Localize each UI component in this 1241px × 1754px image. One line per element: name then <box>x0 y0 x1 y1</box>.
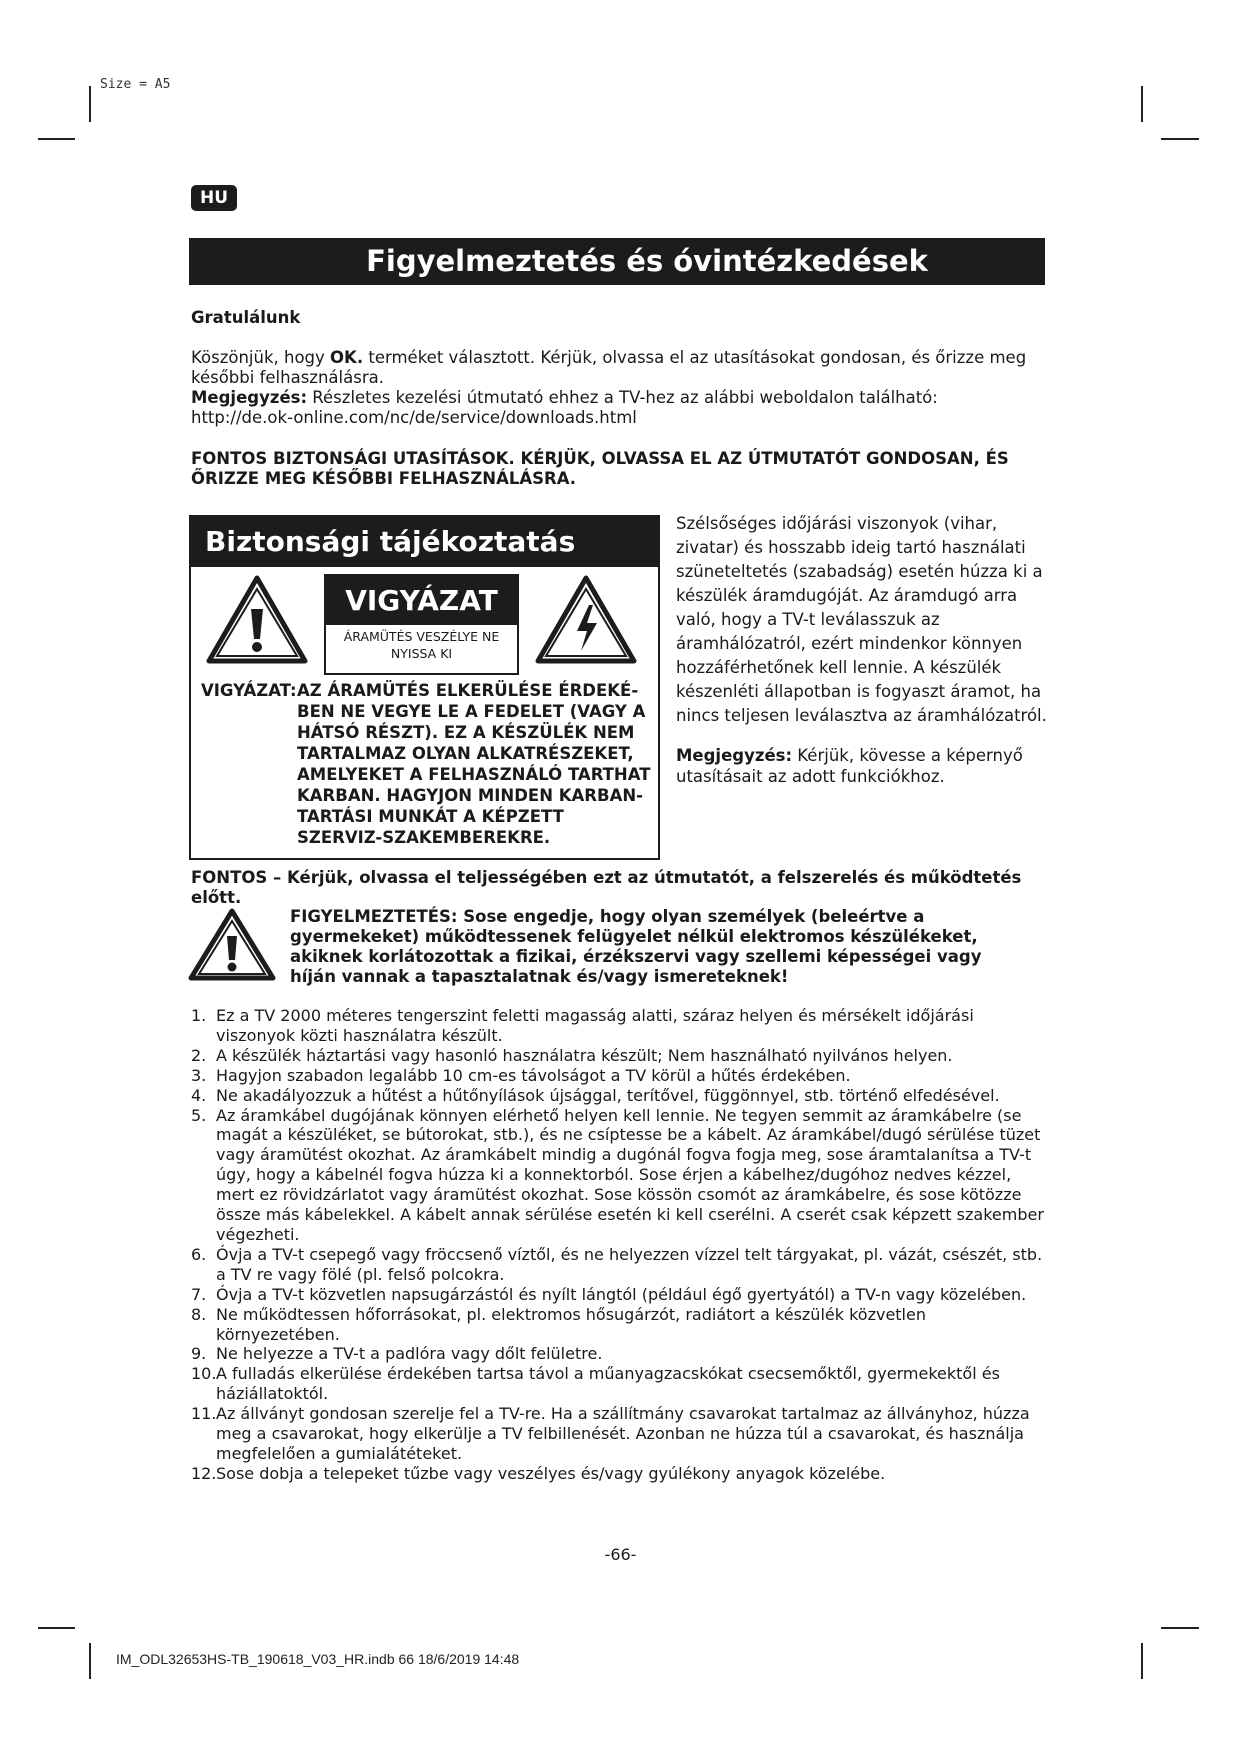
print-footer: IM_ODL32653HS-TB_190618_V03_HR.indb 66 18/6/2019 14:48 <box>116 1651 520 1667</box>
list-item: 5. Az áramkábel dugójának könnyen elérhető helyen kell lennie. Ne tegyen semmit az áramkábelre (se magát a készüléket, se bútorokat, stb.), és ne csíptesse be a kábelt. Az áramkábel/dugó sérülése tüzet vagy áramütést okozhat. Az áramkábelt mindig a dugónál fogva fogja meg, sose áramtalanítsa a TV-t úgy, hogy a kábelnél fogva húzza ki a konnektorból. Sose érjen a kábelhez/dugóhoz nedves kézzel, mert ez rövidzárlatot vagy áramütést okozhat. Sose kössön csomót az áramkábelre, és sose kötözze össze más kábelekkel. A kábelt annak sérülése esetén ki kell cserélni. A cserét csak képzett szakember végezheti. <box>191 1105 1044 1244</box>
note-text: Részletes kezelési útmutató ehhez a TV-hez az alábbi weboldalon található: <box>307 388 938 407</box>
list-item: 7. Óvja a TV-t közvetlen napsugárzástól és nyílt lángtól (például égő gyertyától) a TV-n vagy közelében. <box>191 1284 1027 1304</box>
crop-mark-bottom-left-vertical <box>89 1643 91 1679</box>
caution-subtitle: ÁRAMÜTÉS VESZÉLYE NE NYISSA KI <box>343 629 500 661</box>
list-item: 9. Ne helyezze a TV-t a padlóra vagy dőlt felületre. <box>191 1344 603 1364</box>
lightning-triangle-icon <box>533 573 639 668</box>
list-item: 3. Hagyjon szabadon legalább 10 cm-es távolságot a TV körül a hűtés érdekében. <box>191 1065 851 1085</box>
read-fully-notice: FONTOS – Kérjük, olvassa el teljességében ezt az útmutatót, a felszerelés és működtetés előtt. <box>191 868 1022 907</box>
list-item: 2. A készülék háztartási vagy hasonló használatra készült; Nem használható nyilvános helyen. <box>191 1045 953 1065</box>
crop-mark-top-left-horizontal <box>38 138 75 140</box>
thanks-pre: Köszönjük, hogy <box>191 348 331 367</box>
crop-mark-top-left-vertical <box>89 86 91 122</box>
crop-mark-bottom-right-horizontal <box>1161 1627 1199 1629</box>
crop-mark-top-right-horizontal <box>1161 138 1199 140</box>
intro-paragraph <box>191 348 1031 428</box>
warning-triangle-icon <box>187 907 277 983</box>
crop-mark-bottom-left-horizontal <box>38 1627 75 1629</box>
weather-unplug-text: Szélsőséges időjárási viszonyok (vihar, zivatar) és hosszabb ideig tartó használati szüneteltetés (szabadság) esetén húzza ki a készülék áramdugóját. Az áramdugó arra való, hogy a TV-t leválasszuk az áramhálózatról, ezért mindenkor könnyen hozzáférhetőnek kell lennie. A készülék készenléti állapotban is fogyaszt áramot, ha nincs teljesen leválasztva az áramhálózatról. <box>676 514 1047 725</box>
crop-mark-bottom-right-vertical <box>1141 1643 1143 1679</box>
right-column-note <box>676 745 1051 787</box>
safety-instructions-list <box>191 1006 1051 1484</box>
warning-triangle-icon <box>204 573 310 668</box>
manual-url[interactable]: http://de.ok-online.com/nc/de/service/downloads.html <box>191 408 637 427</box>
crop-mark-top-right-vertical <box>1141 86 1143 122</box>
right-note-text: Kérjük, kövesse a képernyő utasításait az adott funkciókhoz. <box>676 746 1023 786</box>
list-item: 10. A fulladás elkerülése érdekében tartsa távol a műanyagzacskókat csecsemőktől, gyermekektől és háziállatoktól. <box>191 1364 1000 1404</box>
page-number: -66- <box>604 1545 637 1564</box>
list-item: 6. Óvja a TV-t csepegő vagy fröccsenő víztől, és ne helyezzen vízzel telt tárgyakat, pl. vázát, csészét, stb. a TV re vagy fölé (pl. felső polcokra. <box>191 1244 1043 1284</box>
note-label: Megjegyzés: <box>191 388 308 407</box>
right-note-label: Megjegyzés: <box>676 746 793 765</box>
important-notice: FONTOS BIZTONSÁGI UTASÍTÁSOK. KÉRJÜK, OLVASSA EL AZ ÚTMUTATÓT GONDOSAN, ÉS ŐRIZZE MEG KÉSŐBBI FELHASZNÁLÁSRA. <box>191 449 1009 488</box>
page-title: Figyelmeztetés és óvintézkedések <box>189 238 1045 285</box>
list-item: 4. Ne akadályozzuk a hűtést a hűtőnyílások újsággal, terítővel, függönnyel, stb. történő elfedésével. <box>191 1085 1000 1105</box>
list-item: 12. Sose dobja a telepeket tűzbe vagy veszélyes és/vagy gyúlékony anyagok közelébe. <box>191 1463 886 1483</box>
intro-heading: Gratulálunk <box>191 308 301 327</box>
brand-name: OK. <box>330 348 364 367</box>
list-item: 1. Ez a TV 2000 méteres tengerszint feletti magasság alatti, száraz helyen és mérsékelt időjárási viszonyok közti használatra készült. <box>191 1006 974 1045</box>
warning-text: FIGYELMEZTETÉS: Sose engedje, hogy olyan személyek (beleértve a gyermekeket) működtessenek felügyelet nélkül elektromos készülékeket, akiknek korlátozottak a fizikai, érzékszervi vagy szellemi képességei vagy híján vannak a tapasztalatnak és/vagy ismereteknek! <box>290 907 982 986</box>
caution-lead: VIGYÁZAT: <box>201 681 297 700</box>
right-column-text <box>676 512 1051 728</box>
safety-info-box <box>189 515 660 860</box>
safety-info-heading: Biztonsági tájékoztatás <box>191 517 658 567</box>
thanks-post: terméket választott. Kérjük, olvassa el az utasításokat gondosan, és őrizze meg későbbi felhasználásra. <box>191 348 1027 387</box>
language-badge: HU <box>191 185 237 211</box>
size-label: Size = A5 <box>100 77 171 92</box>
list-item: 11. Az állványt gondosan szerelje fel a TV-re. Ha a szállítmány csavarokat tartalmaz az állványhoz, húzza meg a csavarokat, hogy elkerülje a TV felbillenését. Azonban ne húzza túl a csavarokat, és használja megfelelően a gumialátéteket. <box>191 1404 1030 1463</box>
caution-title: VIGYÁZAT <box>326 576 517 625</box>
list-item: 8. Ne működtessen hőforrásokat, pl. elektromos hősugárzót, radiátort a készülék közvetlen környezetében. <box>191 1304 926 1344</box>
caution-label-box <box>324 574 519 675</box>
caution-body: AZ ÁRAMÜTÉS ELKERÜLÉSE ÉRDEKÉ-BEN NE VEGYE LE A FEDELET (VAGY A HÁTSÓ RÉSZT). EZ A KÉSZÜLÉK NEM TARTALMAZ OLYAN ALKATRÉSZEKET, AMELYEKET A FELHASZNÁLÓ TARTHAT KARBAN. HAGYJON MINDEN KARBAN-TARTÁSI MUNKÁT A KÉPZETT SZERVIZ-SZAKEMBEREKRE. <box>297 681 651 847</box>
